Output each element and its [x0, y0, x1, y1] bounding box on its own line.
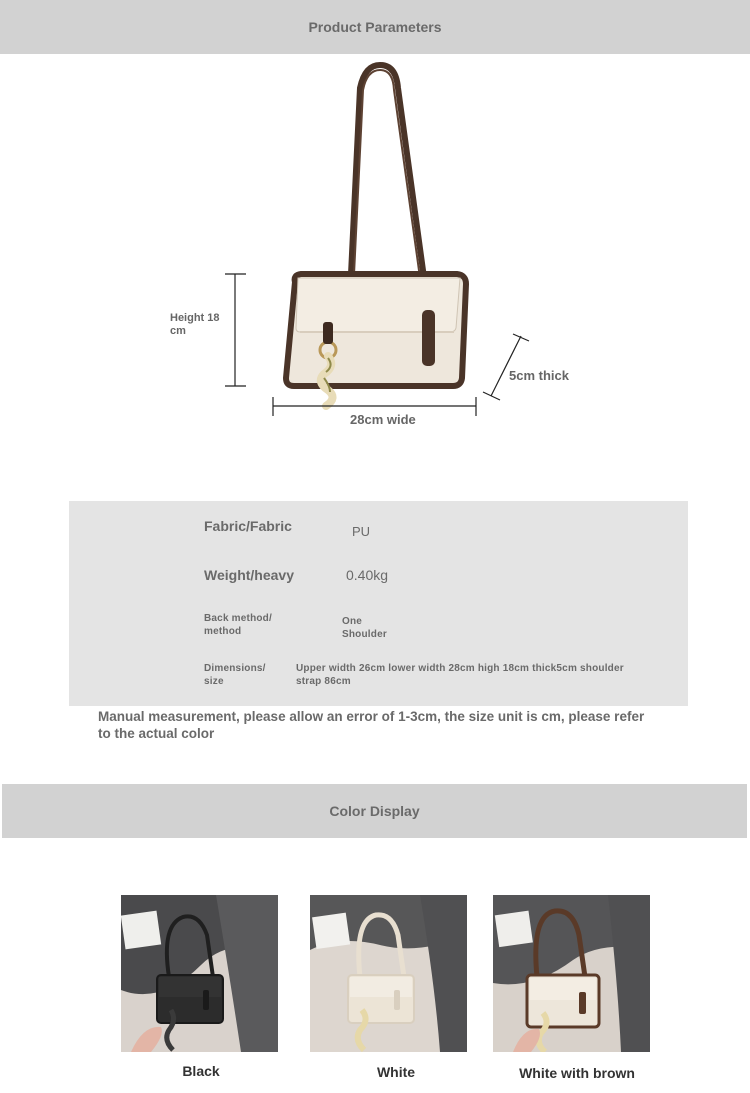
weight-label: Weight/heavy: [204, 567, 294, 583]
parameters-table: [69, 501, 688, 706]
back-method-label-line1: Back method/: [204, 613, 272, 624]
back-method-value: [342, 615, 387, 641]
product-parameters-title: Product Parameters: [308, 19, 442, 35]
color-photo-white: [310, 895, 467, 1052]
height-label: Height 18 cm: [170, 312, 220, 337]
dimensions-value: [296, 662, 666, 688]
back-method-value-line1: One: [342, 616, 363, 627]
weight-value: 0.40kg: [346, 567, 389, 583]
fabric-label: Fabric/Fabric: [204, 518, 292, 534]
dimensions-label: [204, 662, 266, 688]
dimensions-value-line1: Upper width 26cm lower width 28cm high 18cm thick5cm shoulder: [296, 663, 624, 674]
product-parameters-banner: [0, 0, 750, 54]
color-name-black: Black: [182, 1063, 220, 1079]
color-name-white: White: [376, 1064, 416, 1080]
dimensions-label-line2: size: [204, 676, 224, 687]
color-display-title: Color Display: [329, 803, 420, 819]
width-label: 28cm wide: [350, 412, 416, 427]
fabric-value: PU: [352, 524, 371, 539]
color-photo-black: [121, 895, 278, 1052]
bag-illustration: [160, 60, 600, 440]
color-display-banner: [2, 784, 747, 838]
color-photo-white-with-brown: [493, 895, 650, 1052]
thickness-label: 5cm thick: [509, 368, 569, 383]
back-method-label: [204, 612, 272, 638]
color-name-white-with-brown: White with brown: [519, 1065, 635, 1081]
product-dimension-figure: [160, 60, 600, 440]
back-method-value-line2: Shoulder: [342, 629, 387, 640]
measurement-note: Manual measurement, please allow an error of 1-3cm, the size unit is cm, please refer to the actual color: [98, 709, 645, 741]
dimensions-value-line2: strap 86cm: [296, 676, 351, 687]
dimensions-label-line1: Dimensions/: [204, 663, 266, 674]
back-method-label-line2: method: [204, 626, 242, 637]
